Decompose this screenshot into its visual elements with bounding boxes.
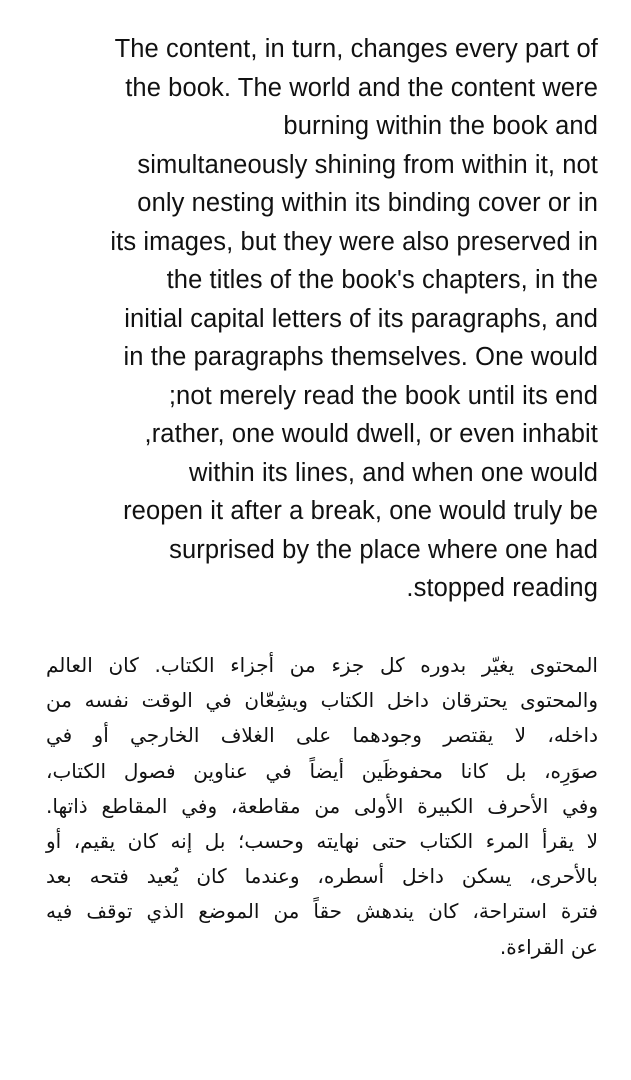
- english-line: only nesting within its binding cover or in: [137, 189, 598, 217]
- english-line: initial capital letters of its paragraphs, and: [124, 304, 598, 333]
- english-line: its images, but they were also preserved in: [110, 227, 598, 256]
- english-line: stopped reading.: [406, 574, 598, 602]
- arabic-line: والمحتوى يحترقان داخل الكتاب ويشِعّان في الوقت نفسه من: [46, 688, 598, 713]
- arabic-line: صوَرِه، بل كانا محفوظَين أيضاً في عناوين فصول الكتاب،: [46, 758, 598, 783]
- english-line: reopen it after a break, one would truly be: [123, 497, 598, 525]
- arabic-line: عن القراءة.: [499, 934, 598, 959]
- arabic-line: فترة استراحة، كان يندهش حقاً من الموضع الذي توقف فيه: [46, 899, 598, 924]
- english-line: within its lines, and when one would: [188, 458, 598, 487]
- english-line: the titles of the book's chapters, in the: [166, 266, 598, 294]
- english-line: the book. The world and the content were: [125, 73, 598, 102]
- english-line: rather, one would dwell, or even inhabit,: [144, 420, 598, 448]
- arabic-line: وفي الأحرف الكبيرة الأولى من مقاطعة، وفي المقاطع ذاتها.: [46, 793, 598, 818]
- english-line: not merely read the book until its end;: [168, 381, 598, 410]
- english-line: simultaneously shining from within it, not: [137, 150, 598, 179]
- arabic-line: المحتوى يغيّر بدوره كل جزء من أجزاء الكتاب. كان العالم: [46, 653, 598, 677]
- english-line: burning within the book and: [283, 112, 598, 140]
- arabic-line: بالأحرى، يسكن داخل أسطره، وعندما كان يُعيد فتحه بعد: [46, 864, 598, 889]
- arabic-paragraph: [46, 648, 598, 965]
- english-line: in the paragraphs themselves. One would: [123, 343, 598, 371]
- arabic-line: داخله، لا يقتصر وجودهما على الغلاف الخارجي أو في: [46, 723, 598, 748]
- english-line: surprised by the place where one had: [169, 535, 598, 564]
- english-paragraph: [32, 30, 598, 608]
- english-line: The content, in turn, changes every part of: [114, 35, 598, 63]
- arabic-line: لا يقرأ المرء الكتاب حتى نهايته وحسب؛ بل إنه كان يقيم، أو: [46, 829, 598, 854]
